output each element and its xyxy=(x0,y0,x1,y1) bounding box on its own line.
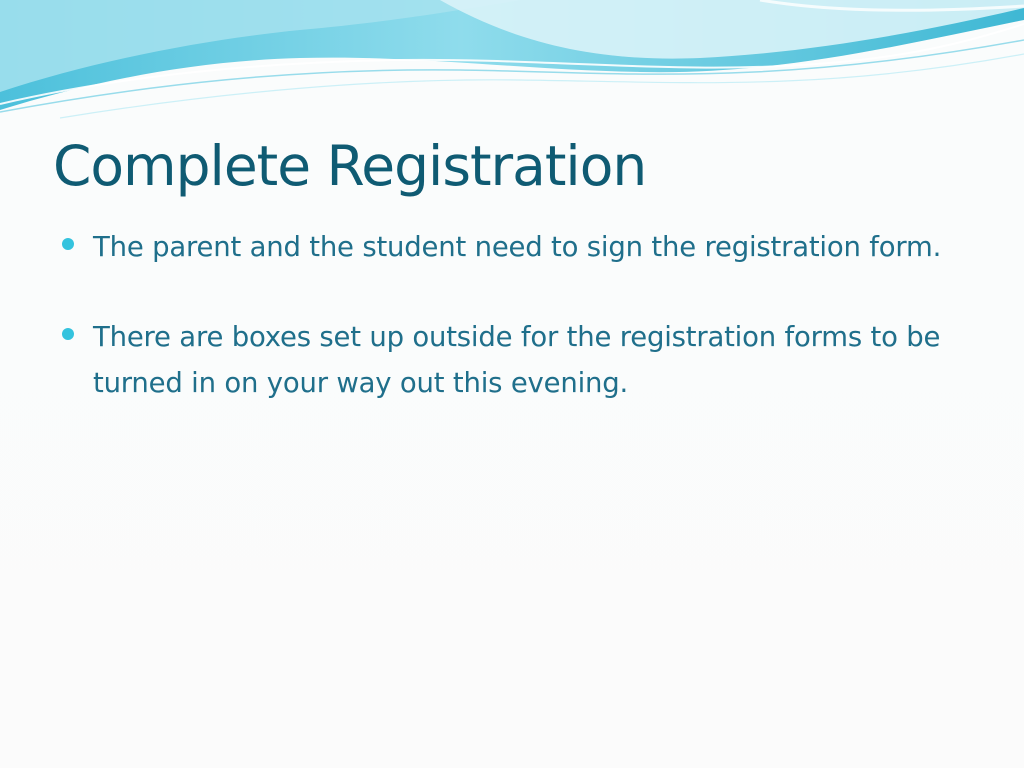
list-item xyxy=(62,314,962,406)
bullet-icon xyxy=(62,328,74,340)
wave-decoration-icon xyxy=(0,0,1024,120)
bullet-text: The parent and the student need to sign the registration form. xyxy=(93,231,942,263)
slide-title: Complete Registration xyxy=(53,134,647,198)
bullet-text: There are boxes set up outside for the registration forms to be turned in on your way out this evening. xyxy=(93,321,941,399)
bullet-icon xyxy=(62,238,74,250)
list-item xyxy=(62,224,962,270)
bullet-list xyxy=(62,224,962,450)
